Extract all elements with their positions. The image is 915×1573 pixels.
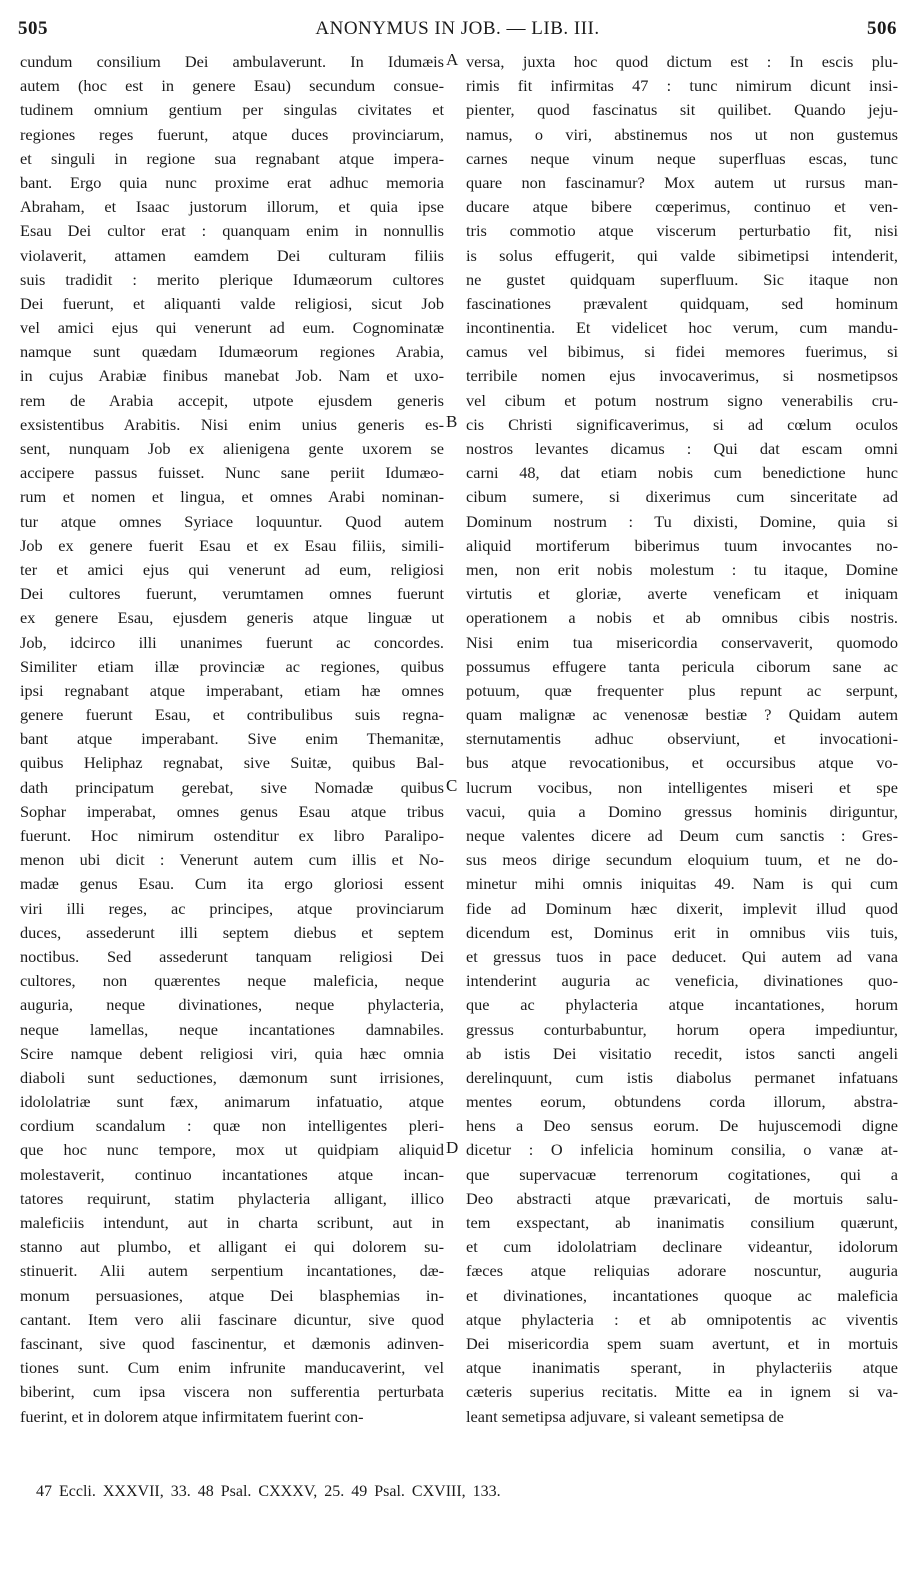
text-line: vel amici ejus qui venerunt ad eum. Cognominatæ (20, 318, 444, 338)
text-line: fuerint, et in dolorem atque infirmitatem fuerint con- (20, 1406, 364, 1426)
text-line: tudinem omnium gentium per singulas civitates et (20, 100, 444, 120)
text-line: namque sunt quædam Idumæorum regiones Arabia, (20, 342, 444, 362)
text-line: violaverit, attamen eamdem Dei culturam filiis (20, 245, 444, 265)
text-line: leant semetipsa adjuvare, si valeant semetipsa de (466, 1406, 784, 1426)
text-line: ne gustet quidquam superfluum. Sic itaque non (466, 269, 898, 289)
left-column (20, 50, 444, 1429)
text-line: lucrum vocibus, non intelligentes miseri et spe (466, 777, 898, 797)
text-line: Abraham, et Isaac justorum illorum, et quia ipse (20, 197, 444, 217)
text-line: sus meos dirige secundum eloquium tuum, et ne do- (466, 850, 898, 870)
text-line: cordium scandalum : quæ non intelligentes pleri- (20, 1116, 444, 1136)
text-line: rum et nomen et lingua, et omnes Arabi nominan- (20, 487, 444, 507)
text-line: quibus Heliphaz regnabat, sive Suitæ, quibus Bal- (20, 753, 444, 773)
text-line: Sophar imperabat, omnes genus Esau atque tribus (20, 801, 444, 821)
text-line: duces, assederunt illi septem diebus et septem (20, 922, 444, 942)
margin-letter-c: C (446, 776, 458, 795)
text-line: ducare atque bibere cœperimus, continuo et ven- (466, 197, 898, 217)
text-line: monum persuasiones, atque Dei blasphemias in- (20, 1285, 444, 1305)
text-line: madæ genus Esau. Cum ita ergo gloriosi essent (20, 874, 444, 894)
text-line: hens a Deo sensus eorum. De hujuscemodi digne (466, 1116, 898, 1136)
text-line: et singuli in regione sua regnabant atque impera- (20, 148, 444, 168)
text-line: pienter, quod fascinatus sit quilibet. Quando jeju- (466, 100, 898, 120)
text-line: Dei misericordia spem suam avertunt, et in mortuis (466, 1333, 898, 1353)
text-line: carnes neque vinum neque superfluas escas, tunc (466, 148, 898, 168)
text-line: noctibus. Sed assederunt tanquam religiosi Dei (20, 946, 444, 966)
text-line: regiones reges fuerunt, atque duces provinciarum, (20, 124, 444, 144)
text-line: gressus conturbabuntur, horum opera impediuntur, (466, 1019, 898, 1039)
text-line: Job ex genere fuerit Esau et ex Esau filiis, simili- (20, 535, 444, 555)
text-line: namus, o viri, abstinemus nos ut non gustemus (466, 124, 898, 144)
text-line: que ac phylacteria atque incantationes, horum (466, 995, 898, 1015)
text-line: ab istis Dei visitatio recedit, istos sancti angeli (466, 1043, 898, 1063)
text-line: fæces atque reliquias adorare noscuntur, auguria (466, 1261, 898, 1281)
text-line: nostros levantes dicamus : Qui dat escam omni (466, 439, 898, 458)
text-line: que hoc nunc tempore, mox ut quidpiam aliquid (20, 1140, 444, 1160)
text-line: rimis fit infirmitas 47 : tunc nimirum dicunt insi- (466, 76, 898, 96)
text-line: accipere passus fuisset. Nunc sane periit Idumæo- (20, 463, 444, 483)
text-line: bant. Ergo quia nunc proxime erat adhuc memoria (20, 172, 444, 192)
text-line: ter et amici ejus qui venerunt ad eum, religiosi (20, 559, 444, 579)
text-line: molestaverit, continuo incantationes atque incan- (20, 1164, 444, 1184)
text-line: virtutis et gloriæ, averte veneficam et iniquam (466, 584, 898, 604)
text-line: Esau Dei cultor erat : quanquam enim in nonnullis (20, 221, 444, 241)
text-line: Dei fuerunt, et aliquanti valde religiosi, sicut Job (20, 293, 444, 313)
text-line: operationem a nobis et ab omnibus cibis nostris. (466, 608, 898, 628)
text-line: idololatriæ sunt fæx, animarum infatuatio, atque (20, 1092, 444, 1112)
text-line: fascinant, sive quod fascinentur, et dæmonis adinven- (20, 1333, 444, 1353)
text-line: ex genere Esau, ejusdem generis atque linguæ ut (20, 608, 444, 628)
text-line: sternutamentis adhuc observiunt, et invocationi- (466, 729, 898, 749)
text-line: mentes eorum, obtundens corda illorum, abstra- (466, 1092, 898, 1112)
right-column (466, 50, 898, 1429)
text-line: vacui, quia a Domino gressus hominis diriguntur, (466, 801, 898, 821)
text-line: terribile nomen ejus invocaverimus, si nosmetipsos (466, 366, 898, 386)
text-line: rem de Arabia accepit, utpote ejusdem generis (20, 390, 444, 410)
text-line: stinuerit. Alii autem serpentium incantationes, dæ- (20, 1261, 444, 1281)
text-line: derelinquunt, cum istis diabolus permanet infatuans (466, 1067, 898, 1087)
margin-letter-a: A (446, 50, 459, 69)
text-line: ipsi regnabant atque imperabant, etiam hæ omnes (20, 680, 444, 700)
text-line: neque lamellas, neque incantationes damnabiles. (20, 1019, 444, 1039)
text-line: potuum, quæ frequenter plus repunt ac serpunt, (466, 680, 898, 700)
text-line: diaboli sunt seductiones, dæmonum sunt irrisiones, (20, 1067, 444, 1087)
text-line: Nisi enim tua misericordia conservaverit, quomodo (466, 632, 898, 652)
text-line: stanno aut plumbo, et alligant ei qui dolorem su- (20, 1237, 444, 1257)
running-title: ANONYMUS IN JOB. — LIB. III. (315, 18, 600, 39)
text-line: tris commotio atque viscerum perturbatio fit, nisi (466, 221, 898, 241)
text-line: Scire namque debent religiosi viri, quia hæc omnia (20, 1043, 444, 1063)
text-line: dath principatum gerebat, sive Nomadæ quibus (20, 777, 444, 797)
text-line: cis Christi significaverimus, si ad cœlum oculos (466, 414, 898, 434)
text-line: cultores, non quærentes neque maleficia, neque (20, 971, 444, 991)
text-line: menon ubi dicit : Venerunt autem cum illis et No- (20, 850, 444, 870)
text-line: tem exspectant, ab inanimatis consilium quærunt, (466, 1213, 898, 1232)
text-line: tiones sunt. Cum enim infrunite manducaverint, vel (20, 1358, 444, 1378)
text-line: carni 48, dat etiam nobis cum benedictione hunc (466, 463, 898, 483)
text-line: Dominum nostrum : Tu dixisti, Domine, quia si (466, 511, 898, 531)
text-line: in cujus Arabiæ finibus manebat Job. Nam et uxo- (20, 366, 444, 386)
text-line: minetur mihi omnis iniquitas 49. Nam is qui cum (466, 874, 898, 894)
text-line: atque inanimatis sperant, in phylacteriis atque (466, 1358, 898, 1378)
text-line: intenderint auguria ac veneficia, divinationes quo- (466, 971, 898, 991)
margin-letter-b: B (446, 412, 458, 431)
text-line: atque phylacteria : et ab omnipotentis ac viventis (466, 1309, 898, 1329)
text-line: incontinentia. Et videlicet hoc verum, cum mandu- (466, 318, 898, 338)
text-line: Job, idcirco illi unanimes fuerunt ac concordes. (20, 632, 444, 652)
text-line: cantant. Item vero alii fascinare dicuntur, sive quod (20, 1309, 444, 1329)
text-line: et cum idololatriam declinare videantur, idolorum (466, 1237, 898, 1257)
text-line: Deo abstracti atque prævaricati, de mortuis salu- (466, 1188, 898, 1208)
margin-letter-d: D (446, 1138, 459, 1157)
text-line: autem (hoc est in genere Esau) secundum consue- (20, 76, 444, 96)
text-line: sent, nunquam Job ex alienigena gente uxorem se (20, 439, 444, 458)
text-line: que supervacuæ terrenorum cogitationes, qui a (466, 1164, 898, 1184)
text-line: men, non erit nobis molestum : tu itaque, Domine (466, 559, 898, 579)
page-header (18, 18, 897, 42)
text-line: bus atque revocationibus, et occursibus atque vo- (466, 753, 898, 773)
text-line: Dei cultores fuerunt, verumtamen omnes fuerunt (20, 584, 444, 604)
text-line: tatores requirunt, statim phylacteria alligant, illico (20, 1188, 444, 1208)
text-line: tur atque omnes Syriace loquuntur. Quod autem (20, 511, 444, 531)
text-line: dicetur : O infelicia hominum consilia, o vanæ at- (466, 1140, 898, 1160)
text-line: et gressus tuos in pace deducet. Qui autem ad vana (466, 946, 898, 966)
text-line: Similiter etiam illæ provinciæ ac regiones, quibus (20, 656, 444, 676)
text-line: possumus effugere tanta pericula ciborum sane ac (466, 656, 898, 676)
text-line: cæteris superius recitatis. Mitte ea in ignem si va- (466, 1382, 898, 1402)
text-line: versa, juxta hoc quod dictum est : In escis plu- (466, 52, 898, 71)
text-line: camus vel bibimus, si fidei memores fuerimus, si (466, 342, 898, 362)
text-line: cundum consilium Dei ambulaverunt. In Idumæis (20, 52, 444, 71)
text-line: viri illi reges, ac principes, atque provinciarum (20, 898, 444, 918)
text-line: vel cibum et potum nostrum signo venerabilis cru- (466, 390, 898, 410)
text-line: bant atque imperabant. Sive enim Themanitæ, (20, 729, 444, 749)
text-line: fide ad Dominum hæc dixerit, implevit illud quod (466, 898, 898, 918)
text-line: quare non fascinamur? Mox autem ut rursus man- (466, 172, 898, 192)
text-line: is solus effugerit, qui valde sibimetipsi intenderit, (466, 245, 898, 265)
footnotes: 47 Eccli. XXXVII, 33. 48 Psal. CXXXV, 25. 49 Psal. CXVIII, 133. (36, 1483, 501, 1500)
text-line: fuerunt. Hoc nimirum ostenditur ex libro Paralipo- (20, 826, 444, 845)
page-number-left: 505 (18, 18, 48, 39)
text-line: maleficiis intendunt, aut in charta scribunt, aut in (20, 1213, 444, 1232)
page-number-right: 506 (867, 18, 897, 39)
text-line: neque valentes dicere ad Deum cum sanctis : Gres- (466, 826, 898, 845)
text-line: quam malignæ ac venenosæ bestiæ ? Quidam autem (466, 705, 898, 725)
text-line: aliquid mortiferum biberimus tuum invocantes no- (466, 535, 898, 555)
text-line: dicendum est, Dominus erit in omnibus viis tuis, (466, 922, 898, 942)
text-line: exsistentibus Arabitis. Nisi enim unius generis es- (20, 414, 444, 434)
text-line: cibum sumere, si dixerimus cum sinceritate ad (466, 487, 898, 507)
text-line: fascinationes prævalent quidquam, sed hominum (466, 293, 898, 313)
text-line: suis tradidit : merito plerique Idumæorum cultores (20, 269, 444, 289)
text-line: auguria, neque divinationes, neque phylacteria, (20, 995, 444, 1015)
text-line: et divinationes, incantationes quoque ac maleficia (466, 1285, 898, 1305)
text-line: genere fuerunt Esau, et contribulibus suis regna- (20, 705, 444, 725)
text-line: biberint, cum ipsa viscera non sufferentia perturbata (20, 1382, 444, 1402)
